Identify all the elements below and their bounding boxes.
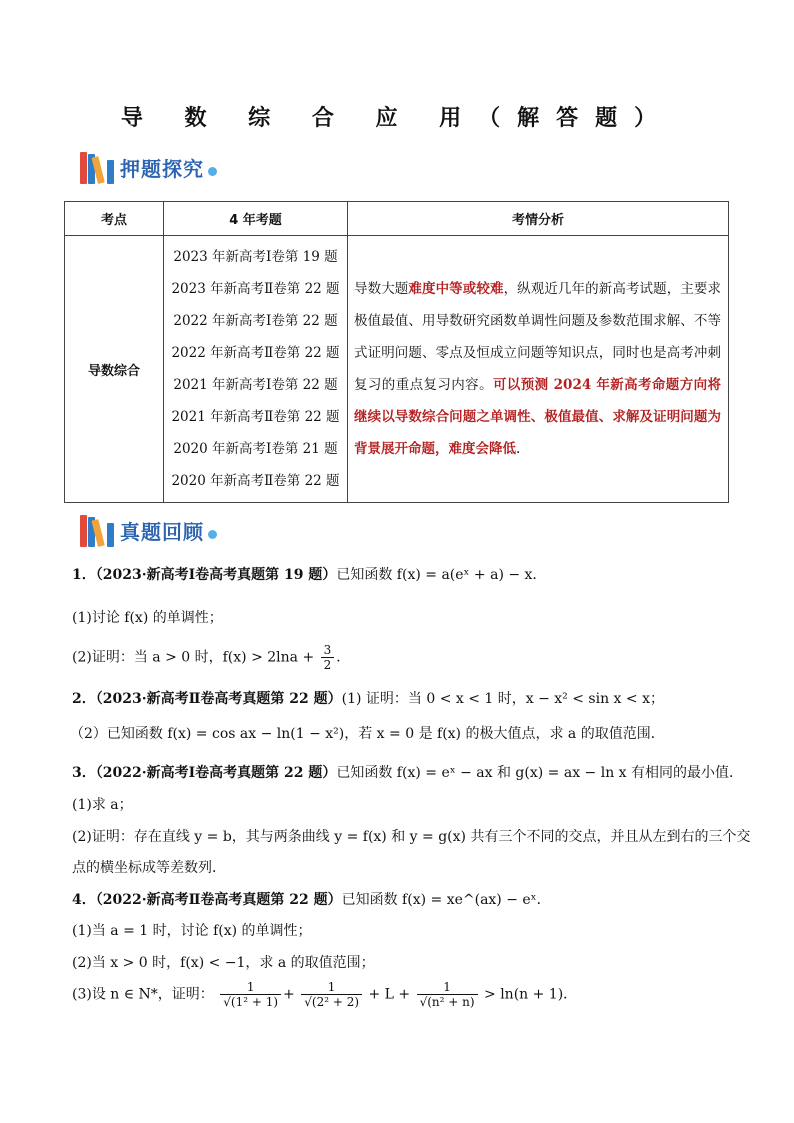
question-4: [72, 889, 551, 909]
analysis-text: 导数大题: [354, 281, 409, 297]
question-1: [72, 564, 546, 584]
question-part: (1)讨论 f(x) 的单调性；: [72, 610, 223, 626]
exam-item: 2020 年新高考Ⅰ卷第 21 题: [173, 441, 338, 457]
question-stem: 已知函数 f(x) = a(eˣ + a) − x．: [336, 567, 547, 583]
question-part: (2)当 x > 0 时，f(x) < −1，求 a 的取值范围；: [72, 955, 375, 971]
question-stem: (1) 证明：当 0 < x < 1 时，x − x² < sin x < x；: [341, 691, 664, 707]
analysis-text: ，纵观近几年的新高考试题，主要求极值最值、用导数研究函数单调性问题及参数范围求解、不等式证明问题、零点及恒成立问题等知识点，同时也是高考冲刺复习的重点复习内容。: [354, 281, 722, 393]
question-part: (1)当 a = 1 时，讨论 f(x) 的单调性；: [72, 923, 312, 939]
question-3: [72, 762, 743, 782]
table-header: 4 年考题: [164, 202, 348, 236]
fraction-numerator: 1: [220, 980, 281, 995]
analysis-highlight: 难度中等或较难: [408, 281, 504, 297]
fraction: [220, 980, 281, 1009]
books-icon: [80, 150, 116, 184]
section-title: 押题探究: [120, 156, 204, 181]
question-text: > ln(n + 1)．: [484, 986, 578, 1003]
question-text: (2)证明：当 a > 0 时，f(x) > 2lna +: [72, 649, 315, 666]
table-header: 考情分析: [348, 202, 729, 236]
fraction-denominator: √(n² + n): [419, 995, 475, 1009]
question-part: (2)证明：存在直线 y = b，其与两条曲线 y = f(x) 和 y = g(x) 共有三个不同的交点，并且从左到右的三个交: [72, 829, 751, 845]
fraction-denominator: √(2² + 2): [304, 995, 360, 1009]
question-source: 1．（2023·新高考Ⅰ卷高考真题第 19 题）: [72, 567, 337, 583]
fraction-numerator: 1: [301, 980, 362, 995]
exam-item: 2021 年新高考Ⅰ卷第 22 题: [173, 377, 338, 393]
analysis-highlight: 可以预测 2024 年新高考命题方向将继续以导数综合问题之单调性、极值最值、求解及证明问题为背景展开命题，难度会降低: [354, 377, 721, 457]
question-part: (1)求 a；: [72, 797, 133, 813]
dot-icon: [208, 530, 217, 539]
ellipsis-text: + L +: [368, 986, 411, 1003]
analysis-cell: [348, 236, 729, 503]
question-source: 4．（2022·新高考Ⅱ卷高考真题第 22 题）: [72, 892, 342, 908]
question-part: [72, 643, 350, 672]
exam-item: 2023 年新高考Ⅱ卷第 22 题: [171, 281, 340, 297]
exam-list-cell: [164, 236, 348, 503]
topic-cell: 导数综合: [65, 236, 164, 503]
fraction: [417, 980, 478, 1009]
question-2: [72, 688, 664, 708]
question-part: 点的横坐标成等差数列．: [72, 860, 226, 876]
section-header-review: [80, 512, 217, 548]
exam-analysis-table: [64, 201, 729, 503]
fraction: [301, 980, 362, 1009]
fraction-numerator: 3: [321, 643, 335, 658]
question-stem: 已知函数 f(x) = eˣ − ax 和 g(x) = ax − ln x 有相同的最小值．: [336, 765, 744, 781]
question-stem: 已知函数 f(x) = xe^(ax) − eˣ．: [341, 892, 551, 908]
question-text: ．: [336, 649, 351, 666]
question-text: (3)设 n ∈ N*，证明：: [72, 986, 214, 1003]
fraction: [321, 643, 335, 672]
page-title: 导 数 综 合 应 用（解答题）: [120, 106, 674, 131]
exam-item: 2022 年新高考Ⅱ卷第 22 题: [171, 345, 340, 361]
question-part: (3)设 n ∈ N*，证明： $\frac{1}{\text{√(1² + 1)}}$ + $\frac{1}{\text{√(2² + 2)}}$ + L + $\frac{1}{\text{√(n² + n)}}$ > ln(n + 1)．: [72, 980, 578, 1009]
fraction-numerator: 1: [417, 980, 478, 995]
table-header: 考点: [65, 202, 164, 236]
exam-item: 2022 年新高考Ⅰ卷第 22 题: [173, 313, 338, 329]
exam-item: 2021 年新高考Ⅱ卷第 22 题: [171, 409, 340, 425]
question-source: 2．（2023·新高考Ⅱ卷高考真题第 22 题）: [72, 691, 342, 707]
fraction-denominator: √(1² + 1): [223, 995, 279, 1009]
exam-item: 2020 年新高考Ⅱ卷第 22 题: [171, 473, 340, 489]
exam-item: 2023 年新高考Ⅰ卷第 19 题: [173, 249, 338, 265]
section-header-explore: [80, 149, 217, 185]
books-icon: [80, 513, 116, 547]
analysis-text: .: [516, 441, 521, 457]
question-part: （2）已知函数 f(x) = cos ax − ln(1 − x²)，若 x = 0 是 f(x) 的极大值点，求 a 的取值范围．: [70, 726, 665, 742]
question-source: 3．（2022·新高考Ⅰ卷高考真题第 22 题）: [72, 765, 337, 781]
fraction-denominator: 2: [323, 658, 332, 672]
section-title: 真题回顾: [120, 519, 204, 544]
dot-icon: [208, 167, 217, 176]
